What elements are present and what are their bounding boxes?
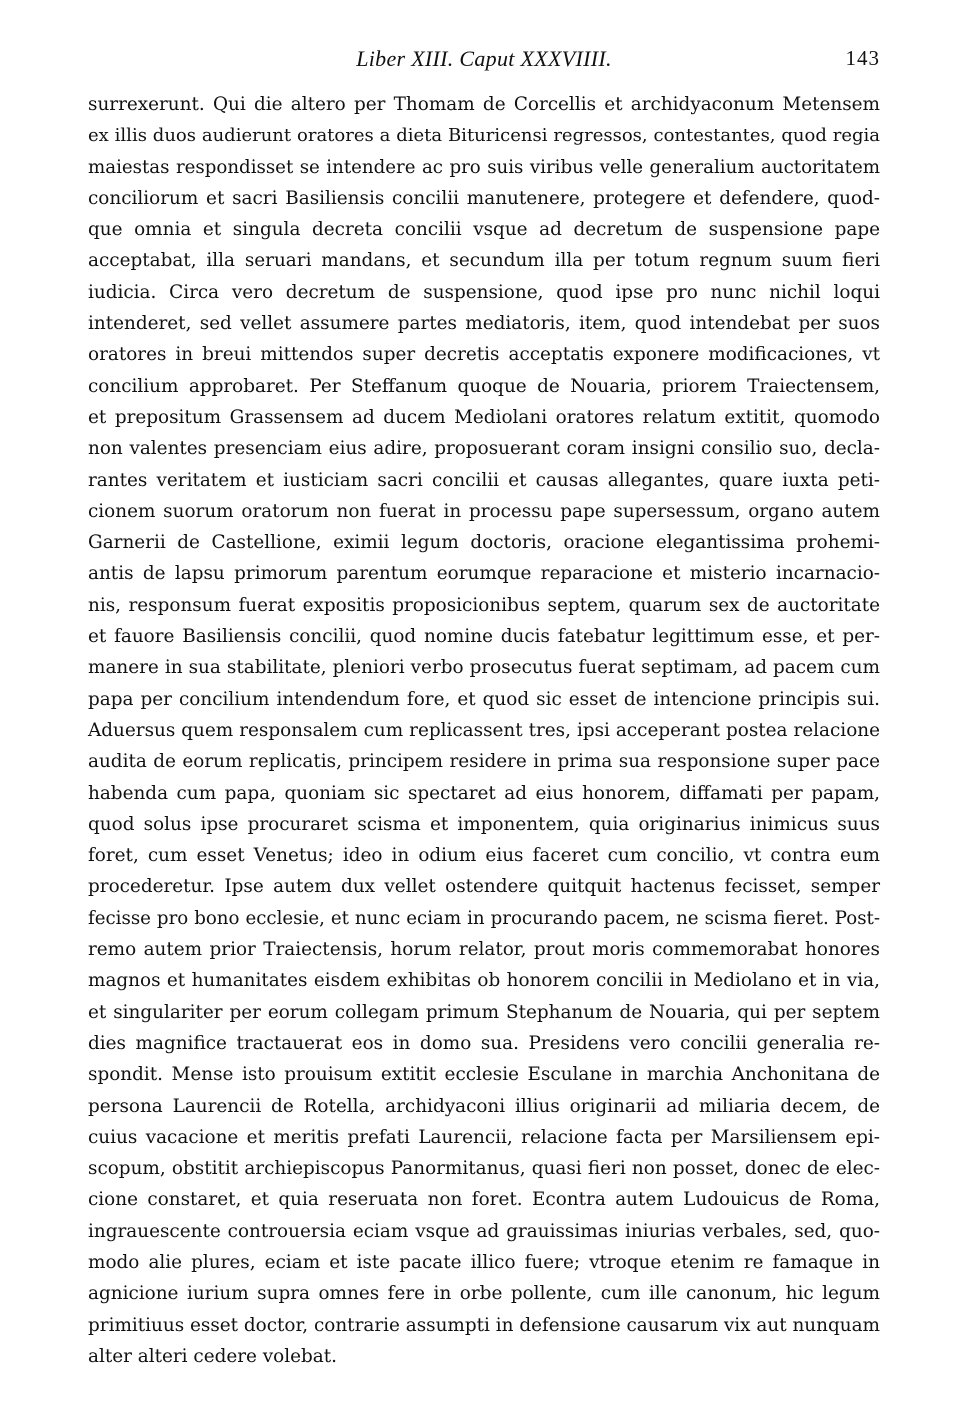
text-line: cione constaret, et quia reseruata non foret. Econtra autem Ludouicus de Roma,: [88, 1189, 880, 1211]
running-header: [88, 46, 880, 76]
text-line: spondit. Mense isto prouisum extitit ecclesie Esculane in marchia Anchonitana de: [88, 1064, 880, 1086]
text-line: remo autem prior Traiectensis, horum relator, prout moris commemorabat honores: [88, 939, 880, 961]
text-line: cuius vacacione et meritis prefati Laurencii, relacione facta per Marsiliensem epi-: [88, 1126, 880, 1148]
text-line: maiestas respondisset se intendere ac pro suis viribus velle generalium auctoritatem: [88, 156, 880, 178]
page-number: 143: [845, 46, 880, 70]
text-line: ex illis duos audierunt oratores a dieta Bituricensi regressos, contestantes, quod regia: [88, 125, 880, 147]
text-line: primitiuus esset doctor, contrarie assumpti in defensione causarum vix aut nunquam: [88, 1314, 880, 1336]
text-line: procederetur. Ipse autem dux vellet ostendere quitquit hactenus fecisset, semper: [88, 876, 880, 898]
text-line: persona Laurencii de Rotella, archidyaconi illius originarii ad miliaria decem, de: [88, 1095, 880, 1117]
text-line: et prepositum Grassensem ad ducem Mediolani oratores relatum extitit, quomodo: [88, 406, 880, 428]
text-line: concilium approbaret. Per Steffanum quoque de Nouaria, priorem Traiectensem,: [88, 375, 880, 397]
text-line: oratores in breui mittendos super decretis acceptatis exponere modificaciones, vt: [88, 344, 880, 366]
text-line: non valentes presenciam eius adire, proposuerant coram insigni consilio suo, decla-: [88, 438, 880, 460]
text-line: intenderet, sed vellet assumere partes mediatoris, item, quod intendebat per suos: [88, 313, 880, 335]
text-line: antis de lapsu primorum parentum eorumque reparacione et misterio incarnacio-: [88, 563, 880, 585]
text-line: et singulariter per eorum collegam primum Stephanum de Nouaria, qui per septem: [88, 1001, 880, 1023]
text-line: surrexerunt. Qui die altero per Thomam de Corcellis et archidyaconum Metensem: [88, 94, 880, 115]
text-line: foret, cum esset Venetus; ideo in odium eius faceret cum concilio, vt contra eum: [88, 845, 880, 867]
text-line: et fauore Basiliensis concilii, quod nomine ducis fatebatur legittimum esse, et per-: [88, 626, 880, 648]
text-line: Garnerii de Castellione, eximii legum doctoris, oracione elegantissima prohemi-: [88, 532, 880, 554]
text-line: dies magnifice tractauerat eos in domo sua. Presidens vero concilii generalia re-: [88, 1032, 880, 1054]
text-line: fecisse pro bono ecclesie, et nunc eciam in procurando pacem, ne scisma fieret. Post-: [88, 907, 880, 929]
text-line: que omnia et singula decreta concilii vsque ad decretum de suspensione pape: [88, 219, 880, 241]
text-line: iudicia. Circa vero decretum de suspensione, quod ipse pro nunc nichil loqui: [88, 281, 880, 303]
text-line: cionem suorum oratorum non fuerat in processu pape supersessum, organo autem: [88, 500, 880, 522]
text-line: modo alie plures, eciam et iste pacate illico fuere; vtroque etenim re famaque in: [88, 1251, 880, 1273]
text-line: rantes veritatem et iusticiam sacri concilii et causas allegantes, quare iuxta peti-: [88, 469, 880, 491]
text-line: audita de eorum replicatis, principem residere in prima sua responsione super pace: [88, 751, 880, 773]
text-line: nis, responsum fuerat expositis proposicionibus septem, quarum sex de auctoritate: [88, 594, 880, 616]
text-line: scopum, obstitit archiepiscopus Panormitanus, quasi fieri non posset, donec de elec-: [88, 1158, 880, 1180]
body-text: [88, 89, 880, 1372]
text-line: Aduersus quem responsalem cum replicassent tres, ipsi acceperant postea relacione: [88, 719, 880, 741]
text-line: magnos et humanitates eisdem exhibitas ob honorem concilii in Mediolano et in via,: [88, 970, 880, 992]
text-line: alter alteri cedere volebat.: [88, 1345, 337, 1367]
text-line: ingrauescente controuersia eciam vsque ad grauissimas iniurias verbales, sed, quo-: [88, 1220, 880, 1242]
text-line: acceptabat, illa seruari mandans, et secundum illa per totum regnum suum fieri: [88, 250, 880, 272]
text-line: conciliorum et sacri Basiliensis concilii manutenere, protegere et defendere, quod-: [88, 187, 880, 209]
text-line: manere in sua stabilitate, pleniori verbo prosecutus fuerat septimam, ad pacem cum: [88, 657, 880, 679]
text-line: habenda cum papa, quoniam sic spectaret ad eius honorem, diffamati per papam,: [88, 782, 880, 804]
text-line: quod solus ipse procuraret scisma et imponentem, quia originarius inimicus suus: [88, 813, 880, 835]
text-line: papa per concilium intendendum fore, et quod sic esset de intencione principis sui.: [88, 688, 880, 710]
chapter-title: Liber XIII. Caput XXXVIIII.: [356, 46, 612, 71]
text-line: agnicione iurium supra omnes fere in orbe pollente, cum ille canonum, hic legum: [88, 1283, 880, 1305]
